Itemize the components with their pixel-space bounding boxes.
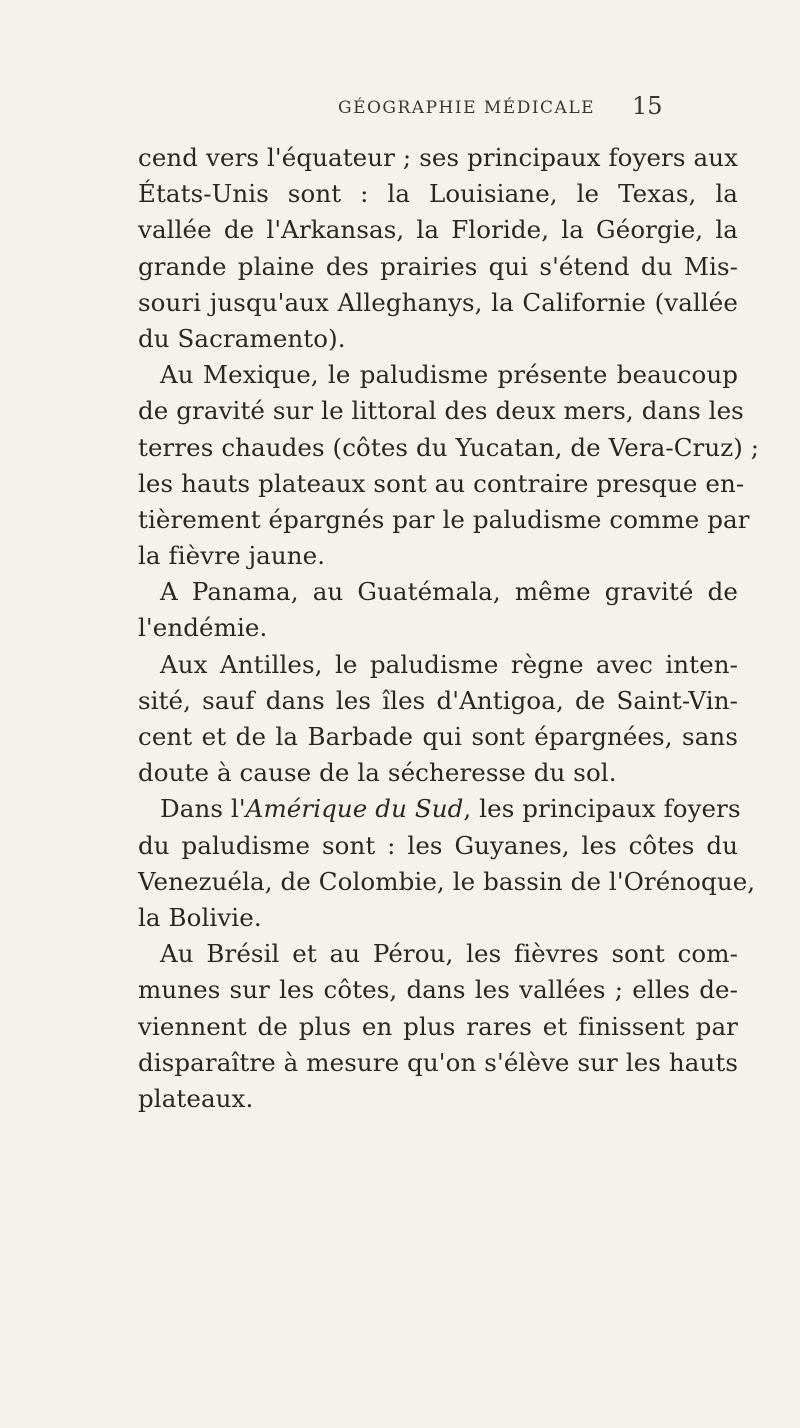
text-line: Au Brésil et au Pérou, les fièvres sont com-: [160, 939, 738, 969]
text-line: munes sur les côtes, dans les vallées ; elles de-: [138, 975, 738, 1005]
text-line: les hauts plateaux sont au contraire presque en-: [138, 468, 745, 498]
text-line: du Sacramento).: [138, 323, 346, 353]
text-line: souri jusqu'aux Alleghanys, la Californie (vallée: [138, 287, 738, 317]
text-line: l'endémie.: [138, 613, 268, 643]
text-line-with-italic: [138, 791, 741, 827]
text-line: Venezuéla, de Colombie, le bassin de l'Orénoque,: [138, 866, 756, 896]
text-line: terres chaudes (côtes du Yucatan, de Vera-Cruz) ;: [138, 432, 760, 462]
text-line: viennent de plus en plus rares et finissent par: [138, 1011, 738, 1041]
text-line: grande plaine des prairies qui s'étend du Mis-: [138, 251, 738, 281]
text-line: la fièvre jaune.: [138, 541, 326, 571]
text-line: du paludisme sont : les Guyanes, les côtes du: [138, 830, 738, 860]
text-line: A Panama, au Guatémala, même gravité de: [160, 577, 738, 607]
running-head-title: GÉOGRAPHIE MÉDICALE: [338, 98, 596, 118]
body-text: [138, 140, 760, 1117]
text-line: plateaux.: [138, 1083, 254, 1113]
running-head: [0, 92, 800, 132]
text-line: cend vers l'équateur ; ses principaux foyers aux: [138, 143, 738, 172]
text-line: vallée de l'Arkansas, la Floride, la Géorgie, la: [138, 215, 738, 245]
text-line: États-Unis sont : la Louisiane, le Texas, la: [138, 179, 738, 209]
text-run: , les principaux foyers: [463, 794, 741, 824]
italic-place-name: Amérique du Sud: [245, 794, 464, 824]
text-line: Aux Antilles, le paludisme règne avec inten-: [160, 649, 738, 679]
text-line: la Bolivie.: [138, 902, 262, 932]
text-run: Dans l': [160, 794, 246, 824]
text-line: disparaître à mesure qu'on s'élève sur les hauts: [138, 1047, 738, 1077]
text-line: doute à cause de la sécheresse du sol.: [138, 758, 617, 788]
text-line: Au Mexique, le paludisme présente beaucoup: [160, 360, 738, 390]
text-line: sité, sauf dans les îles d'Antigoa, de Saint-Vin-: [138, 685, 738, 715]
text-line: de gravité sur le littoral des deux mers, dans les: [138, 396, 744, 426]
page-number: 15: [632, 92, 663, 120]
text-line: cent et de la Barbade qui sont épargnées, sans: [138, 722, 738, 751]
text-line: tièrement épargnés par le paludisme comme par: [138, 504, 750, 534]
